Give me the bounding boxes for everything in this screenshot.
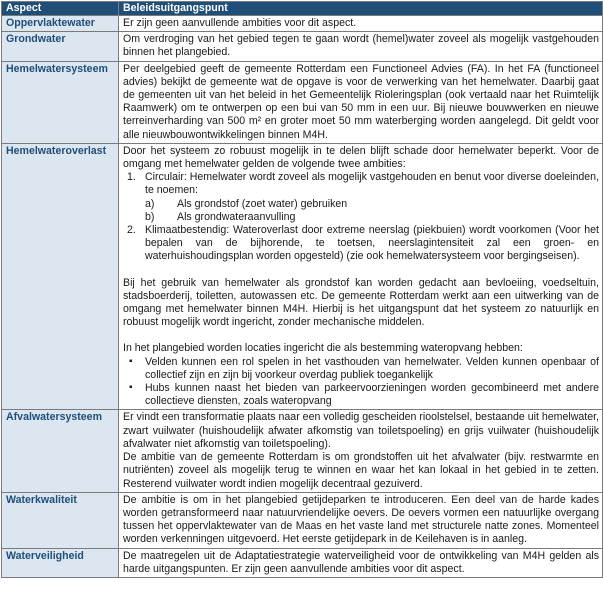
ambition-item [123,171,599,224]
aspect-oppervlaktewater: Oppervlaktewater [2,16,119,32]
paragraph: Er vindt een transformatie plaats naar een volledig gescheiden rioolstelsel, bestaande uit hemelwater, zwart vuilwater (huishoudelijk afwater afkomstig van toiletspoeling) en grijs vuilwater (huishoudelijk afvalwater niet afkomstig van toiletspoeling). [123,411,599,450]
ambition-list [123,171,599,263]
policy-oppervlaktewater: Er zijn geen aanvullende ambities voor dit aspect. [119,16,603,32]
row-grondwater [2,32,603,61]
paragraph: In het plangebied worden locaties ingericht die als bestemming wateropvang hebben: [123,342,523,355]
list-number: 1. [127,171,136,184]
policy-waterkwaliteit: De ambitie is om in het plangebied getijdeparken te introduceren. Een deel van de harde kades worden getransformeerd naar natuurvriendelijke oevers. De oevers vormen een natuurlijke overgang tussen het oppervlaktewater van de Maas en het vaste land met structurele natte zones. Momenteel worden verkenningen uitgevoerd. Het eerste getijdepark in de Keilehaven is in aanleg. [119,492,603,548]
aspect-waterkwaliteit: Waterkwaliteit [2,492,119,548]
paragraph: De ambitie van de gemeente Rotterdam is om grondstoffen uit het afvalwater (bijv. restwarmte en nutriënten) zoveel als mogelijk terug te winnen en waar het kan lokaal in het gebied in te zetten. Resterend vuilwater wordt indien mogelijk decentraal gezuiverd. [123,451,599,490]
aspect-hemelwatersysteem: Hemelwatersysteem [2,61,119,143]
row-hemelwateroverlast [2,143,603,410]
aspect-afvalwatersysteem: Afvalwatersysteem [2,410,119,492]
row-waterkwaliteit [2,492,603,548]
aspect-waterveiligheid: Waterveiligheid [2,548,119,577]
aspect-hemelwateroverlast: Hemelwateroverlast [2,143,119,410]
intro-paragraph: Door het systeem zo robuust mogelijk in te delen blijft schade door hemelwater beperkt. Voor de omgang met hemelwater gelden de volgende twee ambities: [123,144,599,171]
ambition-text: Circulair: Hemelwater wordt zoveel als mogelijk vastgehouden en benut voor diverse doeleinden, te noemen: [145,171,600,197]
bullet-text: Velden kunnen een rol spelen in het vasthouden van hemelwater. Velden kunnen openbaar of collectief zijn en zijn bij voorkeur overdag publiek toegankelijk [145,355,599,381]
header-aspect: Aspect [2,2,119,16]
policy-hemelwatersysteem: Per deelgebied geeft de gemeente Rotterdam een Functioneel Advies (FA). In het FA (functioneel advies) bekijkt de gemeente wat de opgave is voor de verwerking van het hemelwater. Daarbij gaat de gemeenten uit van het beleid in het Gemeentelijk Rioleringsplan (ook vertaald naar het Ruimtelijk Raamwerk) om te ontwerpen op een bui van 50 mm in een uur. Bij nieuwe bouwwerken en nieuwe terreinverharding van 500 m² en groter moet 50 mm waterberging worden aangelegd. Dit geldt voor alle nieuwbouwontwikkelingen binnen M4H. [119,61,603,143]
bullet-item [123,382,599,408]
list-number: 2. [127,224,136,237]
row-hemelwatersysteem [2,61,603,143]
policy-waterveiligheid: De maatregelen uit de Adaptatiestrategie waterveiligheid voor de ontwikkeling van M4H gelden als harde uitgangspunten. Er zijn geen aanvullende ambities voor dit aspect. [119,548,603,577]
sub-text: Als grondwateraanvulling [177,210,296,223]
sub-list [145,198,599,224]
ambition-item [123,224,599,264]
policy-grondwater: Om verdroging van het gebied tegen te gaan wordt (hemel)water zoveel als mogelijk vastgehouden binnen het plangebied. [119,32,603,61]
policy-afvalwatersysteem [119,410,603,492]
row-waterveiligheid [2,548,603,577]
sub-marker: a) [145,197,155,210]
row-oppervlaktewater [2,16,603,32]
spacer [123,329,599,342]
bullet-list [123,356,599,409]
header-policy: Beleidsuitgangspunt [119,2,603,16]
row-afvalwatersysteem [2,410,603,492]
square-bullet-icon: ▪ [129,355,133,367]
aspect-grondwater: Grondwater [2,32,119,61]
sub-text: Als grondstof (zoet water) gebruiken [177,197,348,210]
bullet-item [123,356,599,382]
spacer [123,264,599,277]
sub-marker: b) [145,210,155,223]
bullet-text: Hubs kunnen naast het bieden van parkeervoorzieningen worden gecombineerd met andere collectieve diensten, zoals wateropvang [145,382,599,408]
policy-hemelwateroverlast [119,143,603,410]
sub-item [145,198,599,211]
policy-table [1,1,603,578]
paragraph: Bij het gebruik van hemelwater als grondstof kan worden gedacht aan bevloeiing, voedseltuin, stadsboerderij, toiletten, autowassen etc. De gemeente Rotterdam werkt aan een uitwerking van de omgang met hemelwater binnen M4H. Hierbij is het uitgangspunt dat het systeem zo natuurlijk en robuust mogelijk wordt ingericht, zonder mechanische middelen. [123,276,599,329]
ambition-text: Klimaatbestendig: Wateroverlast door extreme neerslag (piekbuien) wordt voorkomen (Voor het bepalen van de bijhorende, te toetsen, neerslagintensiteit zal een groen- en waterhuishoudingsplan worden opgesteld) (zie ook hemelwatersysteem voor bergingseisen). [145,224,599,263]
table-header-row [2,2,603,16]
square-bullet-icon: ▪ [129,382,133,394]
sub-item [145,211,599,224]
